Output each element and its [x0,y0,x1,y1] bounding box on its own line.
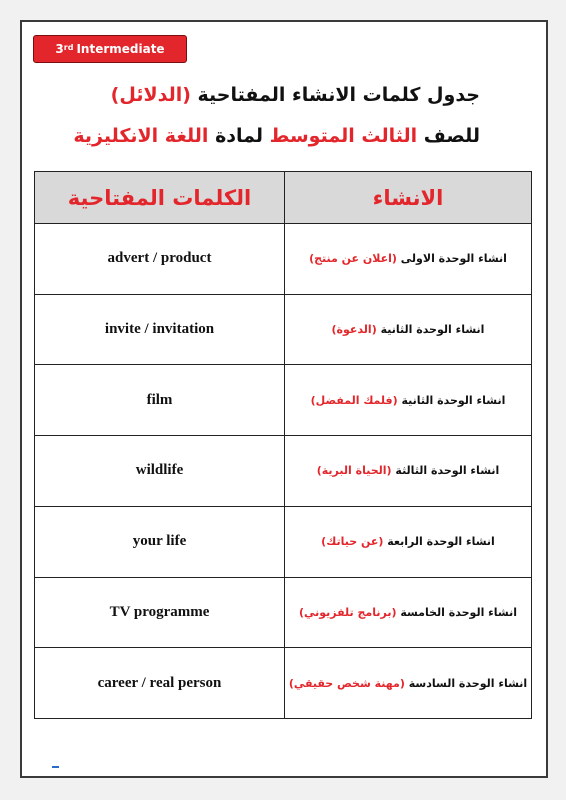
essay-topic: (الحياة البرية) [316,464,392,478]
essay-unit: انشاء الوحدة الرابعة [383,535,495,549]
header-keywords: الكلمات المفتاحية [35,172,285,224]
pen-mark [52,766,59,768]
essay-cell [285,365,532,436]
essay-cell [285,648,532,719]
title-highlight: (الدلائل) [110,84,191,106]
essay-topic: (عن حياتك) [321,535,384,549]
page-subtitle [73,125,480,147]
title-main: جدول كلمات الانشاء المفتاحية [190,84,480,106]
essay-cell [285,577,532,648]
keyword-cell: film [35,365,285,436]
essay-topic: (فلمك المفضل) [310,393,398,407]
header-essay: الانشاء [285,172,532,224]
table-header-row [35,172,532,224]
table-row [35,294,532,365]
essay-topic: (الدعوة) [331,323,377,337]
essay-topic: (مهنة شخص حقيقي) [288,676,405,690]
keyword-cell: TV programme [35,577,285,648]
essay-cell [285,294,532,365]
grade-badge [33,35,187,63]
essay-unit: انشاء الوحدة الاولى [396,252,507,266]
essay-cell [285,506,532,577]
essay-unit: انشاء الوحدة الثانية [376,323,485,337]
table-row [35,577,532,648]
essay-cell [285,436,532,507]
grade-ordinal: rd [63,42,74,52]
keyword-cell: advert / product [35,224,285,295]
table-row [35,436,532,507]
grade-number: 3 [55,42,64,56]
page-title [111,84,480,106]
subtitle-subject: اللغة الانكليزية [73,125,209,147]
essay-cell [285,224,532,295]
essay-topic: (برنامج تلفزيوني) [298,605,397,619]
essay-unit: انشاء الوحدة الثالثة [391,464,500,478]
keyword-cell: invite / invitation [35,294,285,365]
table-row [35,648,532,719]
subtitle-grade: الثالث المتوسط [269,125,418,147]
essay-unit: انشاء الوحدة الخامسة [396,605,518,619]
table-row [35,224,532,295]
keyword-cell: your life [35,506,285,577]
subtitle-part-2: لمادة [208,125,270,147]
essay-topic: (اعلان عن منتج) [309,252,397,266]
keywords-table [34,171,532,719]
table-row [35,506,532,577]
keyword-cell: wildlife [35,436,285,507]
grade-label: Intermediate [76,42,165,56]
table-row [35,365,532,436]
subtitle-part-1: للصف [417,125,480,147]
essay-unit: انشاء الوحدة الثانية [397,393,506,407]
keyword-cell: career / real person [35,648,285,719]
essay-unit: انشاء الوحدة السادسة [404,676,528,690]
